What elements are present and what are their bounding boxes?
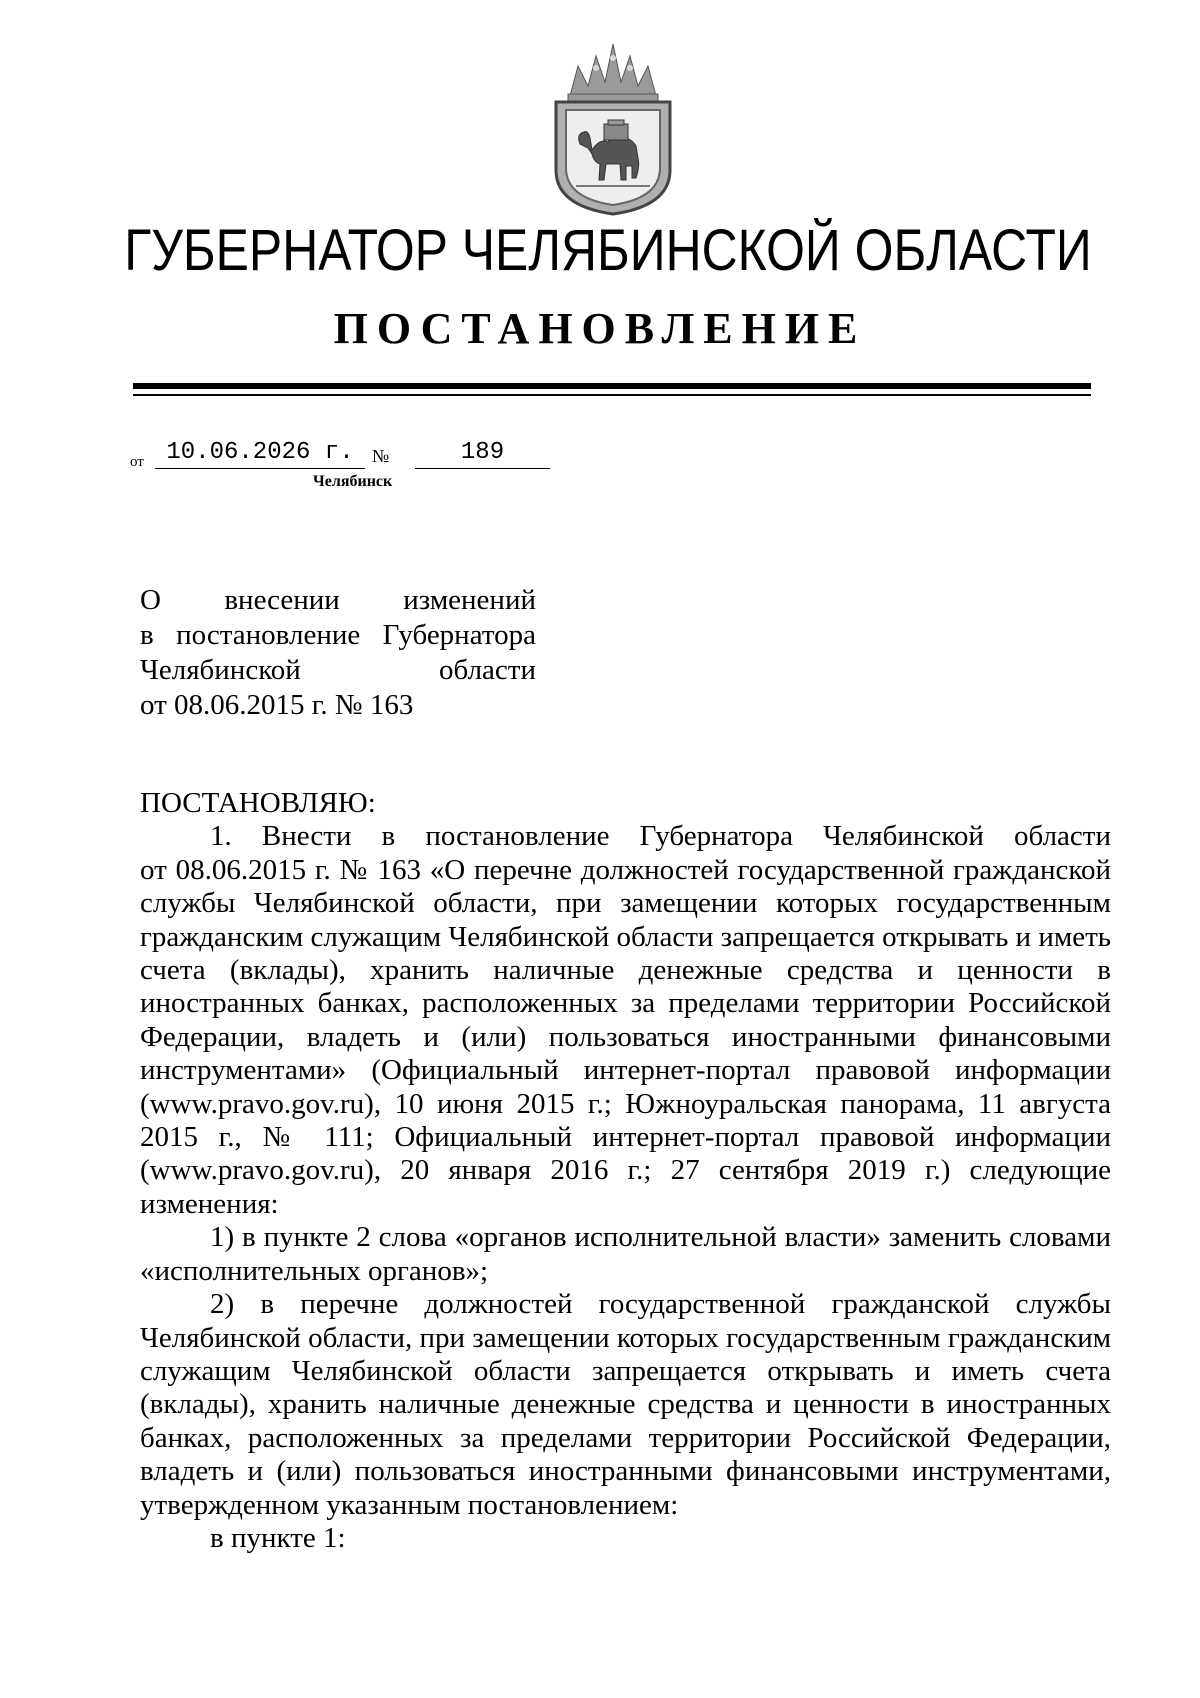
body-line: Челябинской области, при замещении которых государственным гражданским: [140, 1321, 1112, 1354]
coat-of-arms-icon: [548, 38, 678, 218]
body-line: (вклады), хранить наличные денежные средства и ценности в иностранных: [140, 1388, 1111, 1421]
body-line: «исполнительных органов»;: [140, 1254, 489, 1287]
subject-line: Челябинской области: [140, 654, 536, 686]
body-line: служащим Челябинской области запрещается открывать и иметь счета: [140, 1354, 1111, 1387]
body-line: счета (вклады), хранить наличные денежные средства и ценности в: [140, 954, 1111, 987]
header-rule-thin: [133, 394, 1091, 396]
body-line: 1) в пункте 2 слова «органов исполнительной власти» заменить словами: [210, 1221, 1111, 1254]
body-line: Федерации, владеть и (или) пользоваться иностранными финансовыми: [140, 1020, 1111, 1053]
subject-line: в постановление Губернатора: [140, 619, 536, 651]
document-type-title: ПОСТАНОВЛЕНИЕ: [333, 304, 867, 353]
body-text: [140, 787, 1111, 1555]
from-label: от: [130, 454, 144, 470]
body-line: службы Челябинской области, при замещении которых государственным: [140, 887, 1111, 920]
subject-line: от 08.06.2015 г. № 163: [140, 689, 414, 721]
body-line: банках, расположенных за пределами территории Российской Федерации,: [140, 1421, 1111, 1454]
resolution-lead: ПОСТАНОВЛЯЮ:: [140, 787, 376, 819]
body-line: владеть и (или) пользоваться иностранными финансовыми инструментами,: [140, 1455, 1111, 1488]
body-line: от 08.06.2015 г. № 163 «О перечне должностей государственной гражданской: [140, 853, 1111, 886]
subject-line: О внесении изменений: [140, 584, 536, 616]
body-line: иностранных банках, расположенных за пределами территории Российской: [140, 987, 1111, 1020]
header-rule-thick: [133, 383, 1091, 389]
city-label: Челябинск: [313, 473, 393, 490]
body-line: гражданским служащим Челябинской области запрещается открывать и иметь: [140, 920, 1111, 953]
body-line: в пункте 1:: [210, 1521, 346, 1554]
body-line: 1. Внести в постановление Губернатора Челябинской области: [210, 820, 1111, 853]
body-line: инструментами» (Официальный интернет-портал правовой информации: [140, 1054, 1111, 1087]
body-line: изменения:: [140, 1187, 279, 1220]
body-line: (www.pravo.gov.ru), 20 января 2016 г.; 27 сентября 2019 г.) следующие: [140, 1154, 1111, 1187]
document-number: 189: [415, 438, 550, 469]
body-line: утвержденном указанным постановлением:: [140, 1488, 679, 1521]
document-date: 10.06.2026 г.: [155, 438, 365, 469]
authority-title: ГУБЕРНАТОР ЧЕЛЯБИНСКОЙ ОБЛАСТИ: [124, 218, 1092, 283]
subject-block: [140, 583, 536, 723]
body-line: 2015 г., № 111; Официальный интернет-портал правовой информации: [140, 1121, 1111, 1154]
body-line: 2) в перечне должностей государственной гражданской службы: [210, 1288, 1111, 1321]
number-label: №: [372, 446, 390, 466]
body-line: (www.pravo.gov.ru), 10 июня 2015 г.; Южноуральская панорама, 11 августа: [140, 1087, 1111, 1120]
